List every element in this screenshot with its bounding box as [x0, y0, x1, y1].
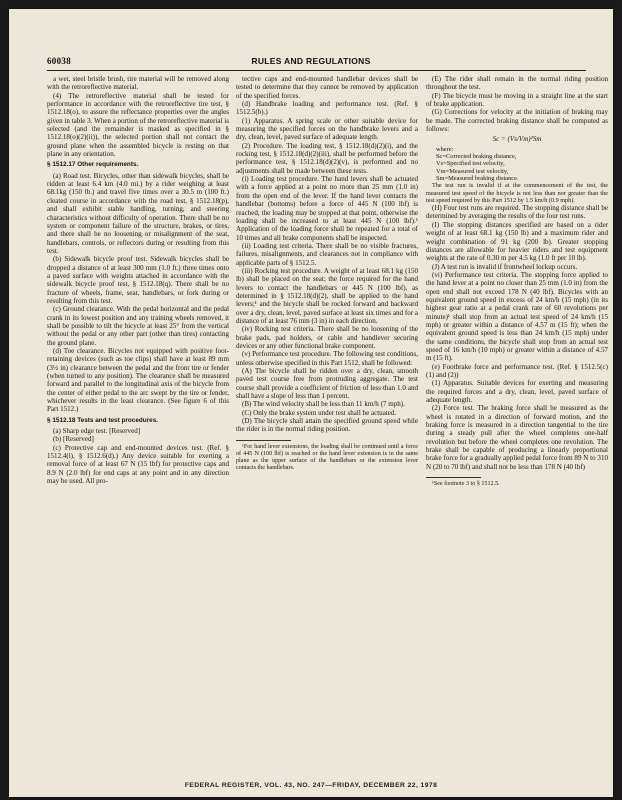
- paragraph: (iii) Rocking test procedure. A weight of at least 68.1 kg (150 lb) shall be placed on the seat; the force required for the hand levers to contact the handlebars or 445 N (100 lbf), as determined in § 1512.18(d)(2), shall be applied to the hand levers;¹ and the bicycle shall be rocked forward and backward over a dry, clean, level, paved surface at least six times and for a distance of at least 76 mm (3 in) in each direction.: [236, 266, 418, 325]
- paragraph: (D) The bicycle shall attain the specified ground speed while the rider is in the normal riding position.: [236, 417, 418, 434]
- formula-definition: Vm=Measured test velocity,: [436, 167, 509, 175]
- footnote-rule: [426, 477, 481, 478]
- paragraph: (C) Only the brake system under test shall be actuated.: [242, 408, 397, 417]
- footnote: ¹For hand lever extensions, the loading shall be continued until a force of 445 N (100 lbf) is reached or the hand lever extension is in the same plane as the upper surface of the handlebars or the extension lever contacts the handlebars.: [236, 443, 418, 472]
- paragraph: (d) Toe clearance. Bicycles not equipped with positive foot-retaining devices (such as toe clips) shall have at least 89 mm (3½ in) clearance between the pedal and the front tire or fender (when turned to any position). The clearance shall be measured forward and parallel to the longitudinal axis of the bicycle from the center of either pedal to the arc swept by the tire or fender, whichever results in the least clearance. (See figure 6 of this Part 1512.): [47, 347, 229, 414]
- paragraph: (v) Performance test procedure. The following test conditions, unless otherwise specified in this Part 1512, shall be followed:: [236, 350, 418, 367]
- paragraph: (1) Apparatus. Suitable devices for exerting and measuring the required forces and a dry, clean, level, paved surface of adequate length.: [426, 379, 608, 405]
- formula-definition: Sm=Measured braking distance.: [436, 174, 519, 182]
- footnote-rule: [236, 440, 291, 441]
- formula-where: where:: [436, 145, 454, 153]
- page-footer: FEDERAL REGISTER, VOL. 43, NO. 247—FRIDAY, DECEMBER 22, 1978: [184, 782, 438, 789]
- paragraph: tective caps and end-mounted handlebar devices shall be tested to determine that they cannot be removed by application of the specified forces.: [236, 75, 418, 100]
- paragraph: (G) Corrections for velocity at the initiation of braking may be made. The corrected braking distance shall be computed as follows:: [426, 108, 608, 134]
- paragraph: (a) Sharp edge test. [Reserved]: [53, 427, 141, 436]
- paragraph: (B) The wind velocity shall be less than 11 km/h (7 mph).: [242, 400, 405, 409]
- paragraph: (c) Ground clearance. With the pedal horizontal and the pedal crank in its lowest position and any training wheels removed, it shall be possible to tilt the bicycle at least 25° from the vertical without the pedal or any other part (other than tires) contacting the ground plane.: [47, 305, 229, 347]
- document-page: [9, 9, 613, 797]
- section-heading: § 1512.17 Other requirements.: [47, 161, 139, 169]
- paragraph: (d) Handbrake loading and performance test. (Ref. § 1512.5(b).): [236, 100, 418, 117]
- formula: Sc = (Vs/Vm)²Sm: [492, 135, 542, 144]
- header-rule: [47, 70, 586, 71]
- paragraph: (c) Protective cap and end-mounted devices test. (Ref. § 1512.4(i), § 1512.6(d).) Any device suitable for exerting a removal force of at least 67 N (15 lbf) for protective caps and 8.9 N (2.0 lbf) for end caps at any point and in any direction may be used. All pro-: [47, 443, 229, 486]
- paragraph: (A) The bicycle shall be ridden over a dry, clean, smooth paved test course free from protruding aggregate. The test course shall provide a coefficient of friction of less than 1.0 and shall have a slope of less than 1 percent.: [236, 367, 418, 401]
- footnote: ¹See footnote 3 to § 1512.5.: [432, 481, 500, 488]
- paragraph: (a) Road test. Bicycles, other than sidewalk bicycles, shall be ridden at least 6.4 km (4.0 mi.) by a rider weighing at least 68.1kg (150 lb.) and travel five times over a 30.5 m (100 ft.) cleated course in accordance with the road test, § 1512.18(p), and shall exhibit stable handling, turning, and steering characteristics without difficulty of operation. There shall be no system or component failure of the structure, brakes, or tires, and there shall be no loosening or misalignment of the seat, handlebars, controls, or reflectors during or resulting from this test.: [47, 171, 229, 255]
- formula-definition: Sc=Corrected braking distance,: [436, 153, 517, 161]
- paragraph: (ii) Loading test criteria. There shall be no visible fractures, failures, misalignments, and clearances not in compliance with applicable parts of § 1512.5.: [236, 241, 418, 267]
- paragraph: (i) Loading test procedure. The hand levers shall be actuated with a force applied at a point no more than 25 mm (1.0 in) from the open end of the lever. If the hand lever contacts the handlebar (bottoms) before a force of 445 N (100 lbf) is reached, the loading may be stopped at that point, otherwise the loading shall be increased to at least 445 N (100 lbf).¹ Application of the loading force shall be repeated for a total of 10 times and all brake components shall be inspected.: [236, 175, 418, 242]
- paragraph: (1) Apparatus. A spring scale or other suitable device for measuring the specified forces on the handbrake levers and a dry, clean, level, paved surface of adequate length.: [236, 116, 418, 142]
- paragraph: (I) The stopping distances specified are based on a rider weight of at least 68.1 kg (150 lb) and a maximum rider and weight combination of 91 kg (200 lb). Greater stopping distances are allowable for heavier riders and test equipment weights at the rate of 0.30 m per 4.5 kg (1.0 ft per 10 lb).: [426, 220, 608, 263]
- formula-definition: Vs=Specified test velocity,: [436, 160, 505, 168]
- paragraph: (2) Procedure. The loading test, § 1512.18(d)(2)(i), and the rocking test, § 1512.18(d)(2)(iii), shall be performed before the performance test, § 1512.18(d)(2)(v), is performed and no adjustments shall be made between these tests.: [236, 141, 418, 175]
- paragraph: (E) The rider shall remain in the normal riding position throughout the test.: [426, 75, 608, 92]
- paragraph: (e) Footbrake force and performance test. (Ref. § 1512.5(c) (1) and (2)): [426, 362, 608, 379]
- paragraph: (4) The retroreflective material shall be tested for performance in accordance with the retroreflective tire test, § 1512.18(o), to assure the reflectance properties over the angles given in table 3. When a portion of the retroreflective material is selected (and the remainder is masked as specified in § 1512.18(o)(2)(ii)), the selected portion shall not contact the ground plane when the assembled bicycle is resting on that plane in any orientation.: [47, 91, 229, 159]
- paragraph: (b) Sidewalk bicycle proof test. Sidewalk bicycles shall be dropped a distance of at least 300 mm (1.0 ft.) three times onto a paved surface with weights attached in accordance with the sidewalk bicycle proof test, § 1512.18(q). There shall be no fracture of wheels, frame, seat, handlebars, or fork during or resulting from this test.: [47, 255, 229, 305]
- paragraph: a wet, steel bristle brush, tire material will be removed along with the retroreflective material.: [47, 75, 229, 92]
- page-number: 60038: [47, 56, 71, 66]
- paragraph: (H) Four test runs are required. The stopping distance shall be determined by averaging the results of the four test runs.: [426, 204, 608, 221]
- paragraph: (vi) Performance test criteria. The stopping force applied to the hand lever at a point no closer than 25 mm (1.0 in) from the open end shall not exceed 178 N (40 lbf). Bicycles with an equivalent ground speed in excess of 24 km/h (15 mph) (in its highest gear ratio at a pedal crank rate of 60 revolutions per minute)¹ shall stop from an actual test speed of 24 km/h (15 mph) or greater within a distance of 4.57 m (15 ft); when the equivalent ground speed is less than 24 km/h (15 mph) under the same conditions, the bicycle shall stop from an actual test speed of 16 km/h (10 mph) or greater within a distance of 4.57 m (15 ft).: [426, 270, 608, 363]
- section-heading: § 1512.18 Tests and test procedures.: [47, 416, 159, 424]
- paragraph: (iv) Rocking test criteria. There shall be no loosening of the brake pads, pad holders, or cable and handlever securing devices or any other functional brake component.: [236, 325, 418, 350]
- test-note: The test run is invalid if at the commencement of the test, the measured test speed of the bicycle is not less than nor greater than the test speed required by this Part 1512 by 1.5 km/h (0.9 mph).: [426, 182, 608, 204]
- paragraph: (b) [Reserved]: [53, 435, 94, 444]
- paragraph: (J) A test run is invalid if frontwheel lockup occurs.: [432, 262, 578, 271]
- text-column-2: [236, 75, 418, 769]
- text-column-1: [47, 75, 229, 769]
- paragraph: (F) The bicycle must be moving in a straight line at the start of brake application.: [426, 91, 608, 109]
- text-column-3: [426, 75, 608, 769]
- page-title: RULES AND REGULATIONS: [251, 56, 371, 66]
- paragraph: (2) Force test. The braking force shall be measured as the wheel is rotated in a direction of forward motion, and the braking force is measured in a direction tangential to the tire during a steady pull after the wheel completes one-half revolution but before the wheel completes one revolution. The brake shall be capable of producing a linearly proportional brake force for a gradually applied pedal force from 89 N to 310 N (20 to 70 lbf) and shall not be less than 178 N (40 lbf): [426, 404, 608, 471]
